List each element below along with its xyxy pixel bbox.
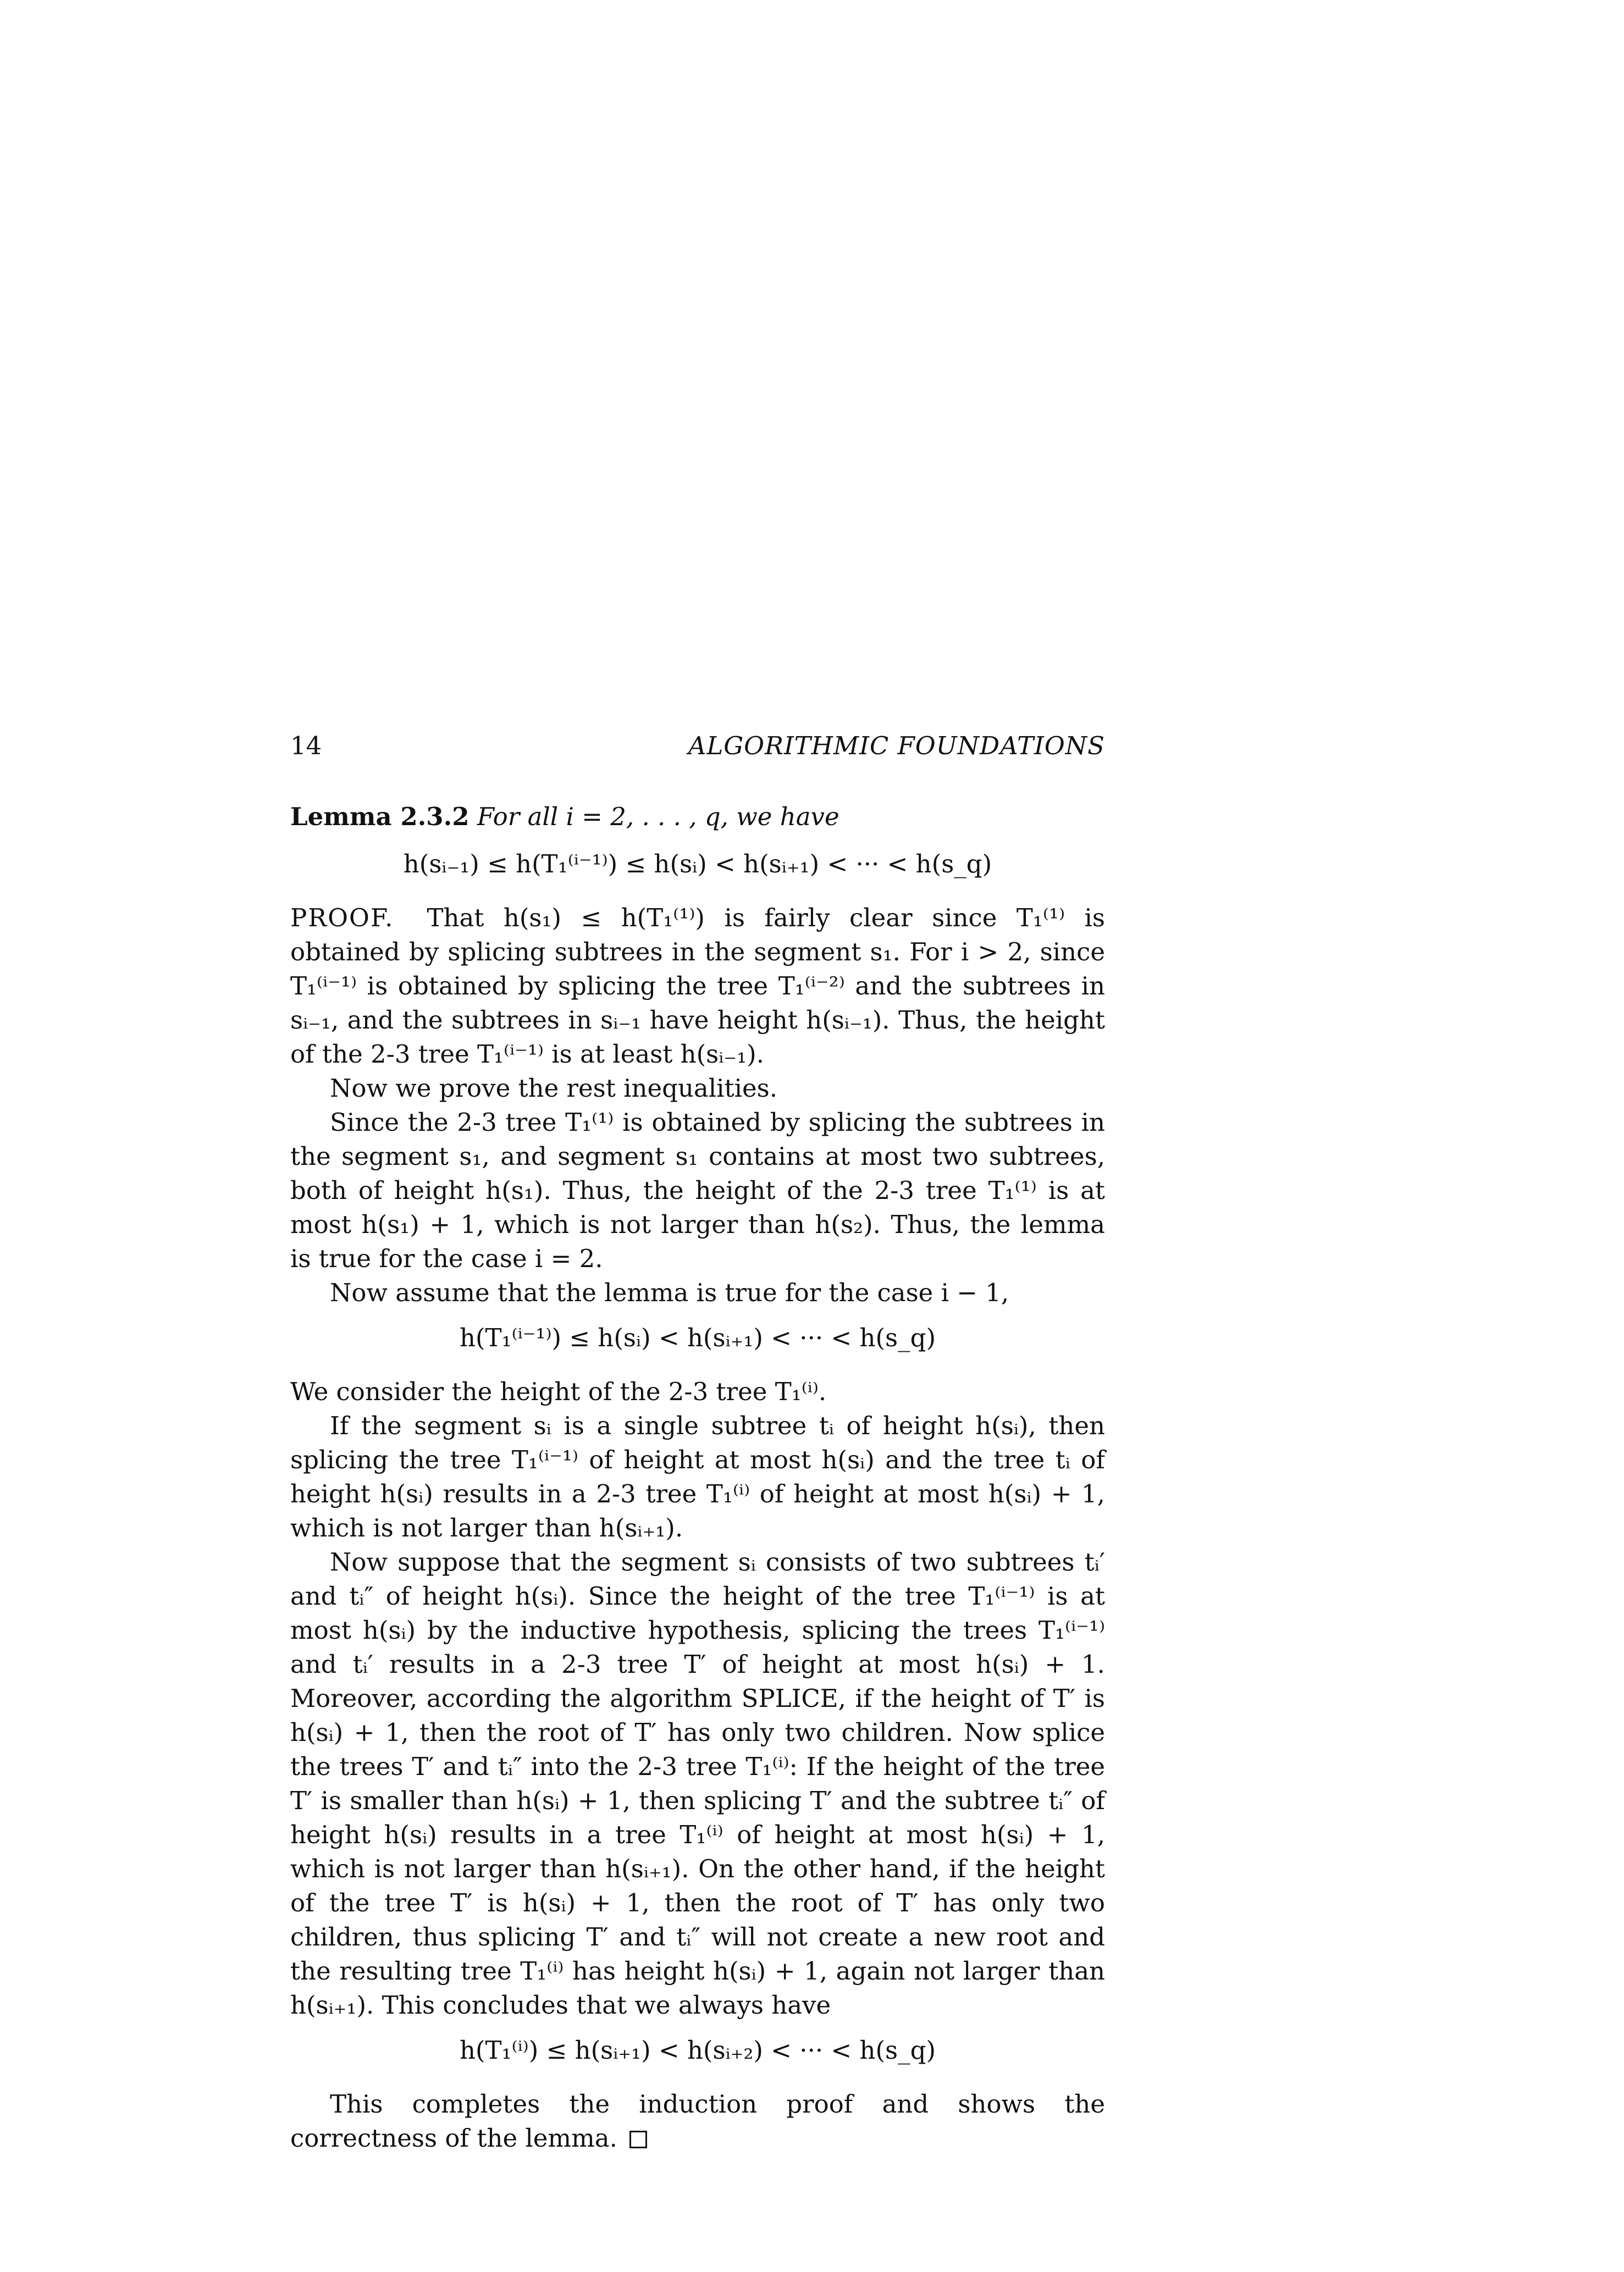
proof-label: PROOF. bbox=[290, 903, 394, 932]
display-equation-3: h(T₁⁽ⁱ⁾) ≤ h(sᵢ₊₁) < h(sᵢ₊₂) < ··· < h(s_q) bbox=[459, 2036, 936, 2065]
proof-paragraph-1 bbox=[290, 901, 1105, 1071]
page-body bbox=[290, 800, 1105, 2155]
running-title: ALGORITHMIC FOUNDATIONS bbox=[688, 731, 1105, 760]
proof-paragraph-2: Now we prove the rest inequalities. bbox=[330, 1074, 778, 1103]
proof-paragraph-7: Now suppose that the segment sᵢ consists of two subtrees tᵢ′ and tᵢ″ of height h(sᵢ). Since the height of the tree T₁⁽ⁱ⁻¹⁾ is at most h(sᵢ) by the inductive hypothesis, splicing the trees T₁⁽ⁱ⁻¹⁾ and tᵢ′ results in a 2-3 tree T′ of height at most h(sᵢ) + 1. Moreover, according the algorithm SPLICE, if the height of T′ is h(sᵢ) + 1, then the root of T′ has only two children. Now splice the trees T′ and tᵢ″ into the 2-3 tree T₁⁽ⁱ⁾: If the height of the tree T′ is smaller than h(sᵢ) + 1, then splicing T′ and the subtree tᵢ″ of height h(sᵢ) results in a tree T₁⁽ⁱ⁾ of height at most h(sᵢ) + 1, which is not larger than h(sᵢ₊₁). On the other hand, if the height of the tree T′ is h(sᵢ) + 1, then the root of T′ has only two children, thus splicing T′ and tᵢ″ will not create a new root and the resulting tree T₁⁽ⁱ⁾ has height h(sᵢ) + 1, again not larger than h(sᵢ₊₁). This concludes that we always have bbox=[290, 1547, 1105, 2020]
lemma-display-equation: h(sᵢ₋₁) ≤ h(T₁⁽ⁱ⁻¹⁾) ≤ h(sᵢ) < h(sᵢ₊₁) < ··· < h(s_q) bbox=[403, 849, 992, 878]
lemma-statement bbox=[290, 800, 1105, 834]
proof-paragraph-8 bbox=[290, 2087, 1105, 2155]
lemma-label: Lemma 2.3.2 bbox=[290, 802, 469, 831]
proof-paragraph-6: If the segment sᵢ is a single subtree tᵢ of height h(sᵢ), then splicing the tree T₁⁽ⁱ⁻¹⁾ of height at most h(sᵢ) and the tree tᵢ of height h(sᵢ) results in a 2-3 tree T₁⁽ⁱ⁾ of height at most h(sᵢ) + 1, which is not larger than h(sᵢ₊₁). bbox=[290, 1411, 1105, 1543]
proof-paragraph-3: Since the 2-3 tree T₁⁽¹⁾ is obtained by splicing the subtrees in the segment s₁, and segment s₁ contains at most two subtrees, both of height h(s₁). Thus, the height of the 2-3 tree T₁⁽¹⁾ is at most h(s₁) + 1, which is not larger than h(s₂). Thus, the lemma is true for the case i = 2. bbox=[290, 1108, 1105, 1273]
proof-text-1: That h(s₁) ≤ h(T₁⁽¹⁾) is fairly clear since T₁⁽¹⁾ is obtained by splicing subtrees in the segment s₁. For i > 2, since T₁⁽ⁱ⁻¹⁾ is obtained by splicing the tree T₁⁽ⁱ⁻²⁾ and the subtrees in sᵢ₋₁, and the subtrees in sᵢ₋₁ have height h(sᵢ₋₁). Thus, the height of the 2-3 tree T₁⁽ⁱ⁻¹⁾ is at least h(sᵢ₋₁). bbox=[290, 903, 1105, 1069]
qed-square-icon bbox=[629, 2131, 647, 2148]
proof-paragraph-5: We consider the height of the 2-3 tree T₁⁽ⁱ⁾. bbox=[290, 1377, 827, 1406]
display-equation-2: h(T₁⁽ⁱ⁻¹⁾) ≤ h(sᵢ) < h(sᵢ₊₁) < ··· < h(s_q) bbox=[459, 1323, 936, 1352]
proof-paragraph-4: Now assume that the lemma is true for the case i − 1, bbox=[330, 1278, 1009, 1307]
lemma-text: For all i = 2, . . . , q, we have bbox=[477, 802, 839, 831]
page-header bbox=[290, 731, 1105, 770]
proof-text-8: This completes the induction proof and shows the correctness of the lemma. bbox=[290, 2089, 1105, 2153]
page-number: 14 bbox=[290, 731, 322, 760]
